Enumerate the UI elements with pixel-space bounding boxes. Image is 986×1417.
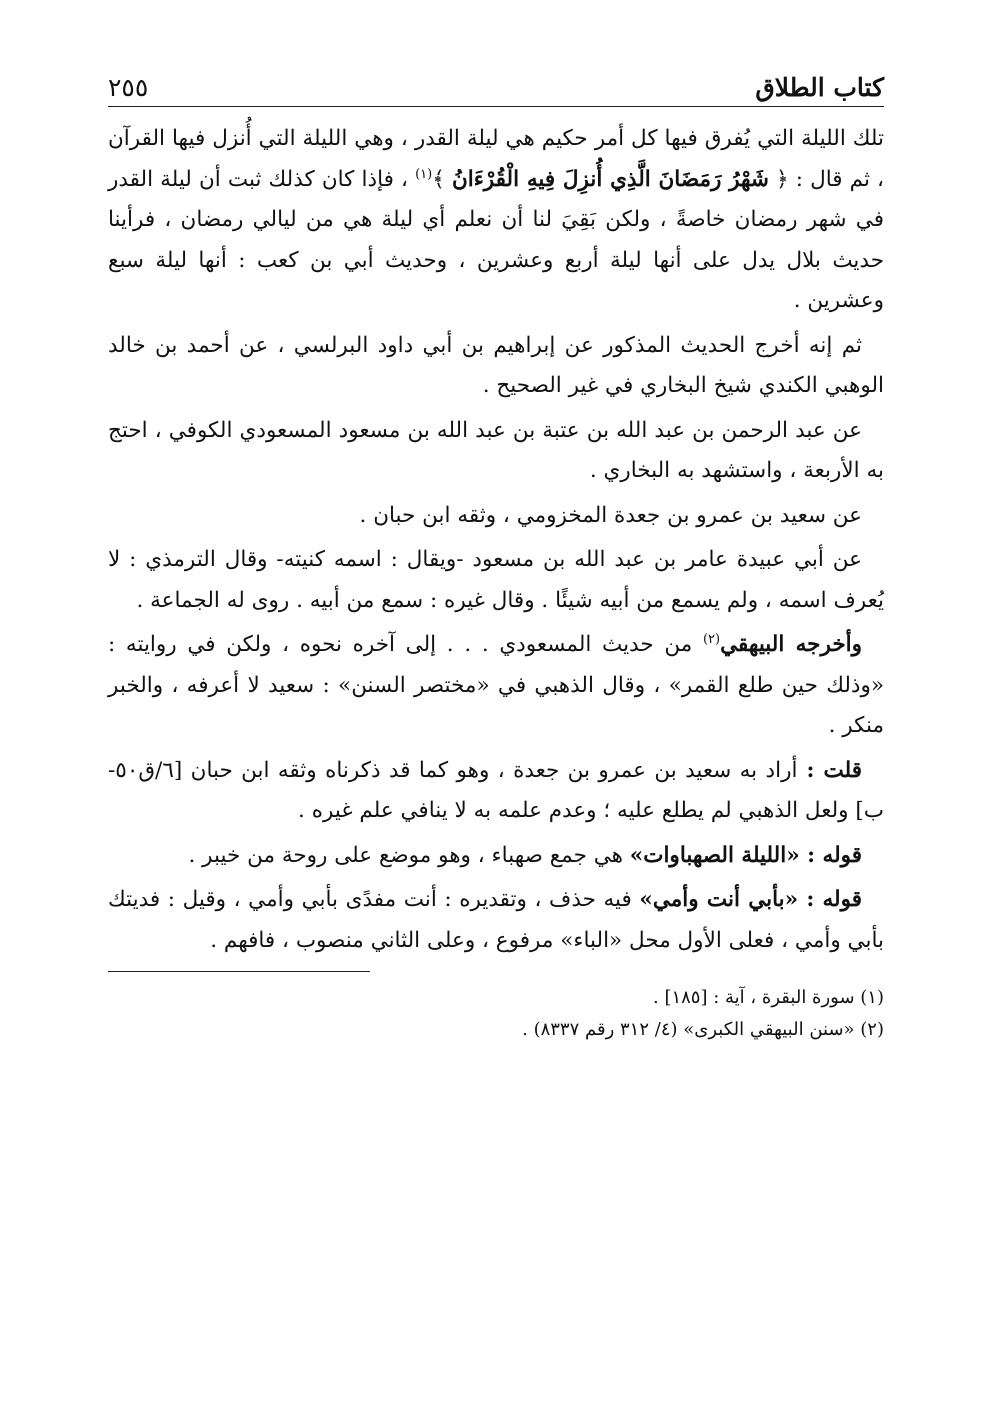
text-run: فيه حذف ، وتقديره : أنت مفدًى بأبي وأمي ، وقيل : فديتك بأبي وأمي ، فعلى الأول محل «الباء» مرفوع ، وعلى الثاني منصوب ، فافهم . — [108, 887, 884, 953]
text-run: تلك الليلة التي يُفرق فيها كل أمر حكيم هي ليلة القدر ، وهي الليلة التي أُنزل فيها القرآن ، ثم قال : ﴿ — [108, 126, 884, 192]
text-run: عن أبي عبيدة عامر بن عبد الله بن مسعود -ويقال : اسمه كنيته- وقال الترمذي : لا يُعرف اسمه ، ولم يسمع من أبيه شيئًا . وقال غيره : سمع من أبيه . روى له الجماعة . — [108, 547, 884, 613]
text-run: من حديث المسعودي . . . إلى آخره نحوه ، ولكن في روايته : «وذلك حين طلع القمر» ، وقال الذهبي في «مختصر السنن» : سعيد لا أعرفه ، والخبر منكر . — [108, 632, 884, 738]
bold-text: وأخرجه البيهقي — [720, 632, 862, 657]
bold-text: شَهْرُ رَمَضَانَ الَّذِي أُنزِلَ فِيهِ الْقُرْءَانُ — [451, 166, 769, 192]
footnote-marker: (٢) — [702, 631, 721, 647]
paragraph — [108, 751, 884, 832]
paragraph — [108, 411, 884, 492]
page-number: ٢٥٥ — [108, 73, 149, 102]
text-run: أراد به سعيد بن عمرو بن جعدة ، وهو كما قد ذكرناه وثقه ابن حبان [٦/ق٥٠-ب] ولعل الذهبي لم يطلع عليه ؛ وعدم علمه به لا ينافي علم غيره . — [108, 757, 884, 823]
paragraph — [108, 625, 884, 747]
chapter-title: كتاب الطلاق — [755, 73, 884, 102]
bold-text: قلت : — [797, 757, 862, 783]
page-body — [108, 119, 884, 961]
bold-text: قوله : «بأبي أنت وأمي» — [639, 887, 862, 912]
document-page — [108, 58, 884, 1046]
bold-text: قوله : «الليلة الصهباوات» — [629, 842, 862, 868]
footnote-2: (٢) «سنن البيهقي الكبرى» (٤/ ٣١٢ رقم ٨٣٣٧) . — [522, 1019, 884, 1040]
text-run: هي جمع صهباء ، وهو موضع على روحة من خيبر . — [188, 842, 630, 868]
text-run: عن سعيد بن عمرو بن جعدة المخزومي ، وثقه ابن حبان . — [359, 502, 862, 528]
footnotes — [108, 982, 884, 1046]
footnote-1: (١) سورة البقرة ، آية : [١٨٥] . — [653, 987, 884, 1008]
page-header — [108, 58, 884, 107]
footnote-marker: (١) — [415, 166, 433, 182]
text-run: ثم إنه أخرج الحديث المذكور عن إبراهيم بن أبي داود البرلسي ، عن أحمد بن خالد الوهبي الكندي شيخ البخاري في غير الصحيح . — [108, 332, 884, 398]
paragraph — [108, 880, 884, 961]
paragraph — [108, 119, 884, 322]
paragraph — [108, 836, 884, 877]
text-run: ، فإذا كان كذلك ثبت أن ليلة القدر في شهر رمضان خاصةً ، ولكن بَقِيَ لنا أن نعلم أي ليلة هي من ليالي رمضان ، فرأينا حديث بلال يدل على أنها ليلة أربع وعشرين ، وحديث أبي بن كعب : أنها ليلة سبع وعشرين . — [108, 166, 884, 313]
paragraph — [108, 540, 884, 621]
text-run: ﴾ — [432, 166, 452, 192]
paragraph — [108, 326, 884, 407]
footnote-divider — [108, 971, 370, 972]
text-run: عن عبد الرحمن بن عبد الله بن عتبة بن عبد الله بن مسعود المسعودي الكوفي ، احتج به الأربعة ، واستشهد به البخاري . — [108, 417, 884, 483]
paragraph — [108, 496, 884, 537]
